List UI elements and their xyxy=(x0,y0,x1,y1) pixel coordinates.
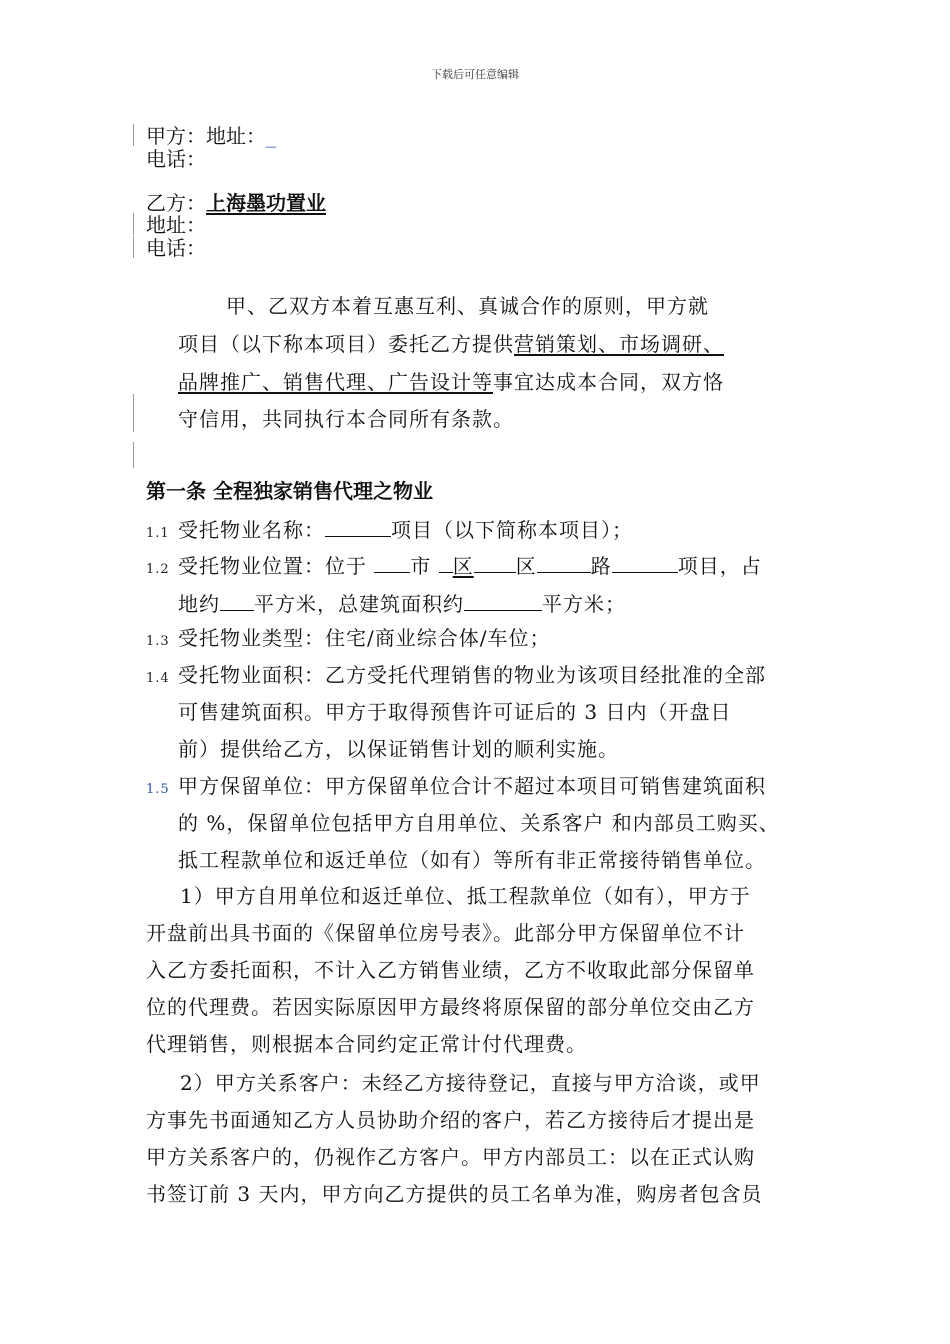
blank-field xyxy=(537,552,591,573)
item-1-3 xyxy=(146,626,550,654)
item-1-4-line-1: 受托物业面积：乙方受托代理销售的物业为该项目经批准的全部 xyxy=(178,663,766,687)
item-1-2-district: 区 xyxy=(452,554,474,578)
item-1-2-label: 受托物业位置：位于 xyxy=(178,554,375,578)
item-1-4-line-2: 可售建筑面积。甲方于取得预售许可证后的 3 日内（开盘日 xyxy=(178,700,732,724)
blank-field xyxy=(464,590,542,611)
para-2-line-1: 2）甲方关系客户：未经乙方接待登记，直接与甲方洽谈，或甲 xyxy=(180,1071,761,1095)
item-1-2-text: 项目，占 xyxy=(677,554,762,578)
intro-line-2 xyxy=(178,332,724,356)
margin-mark xyxy=(133,213,134,235)
para-2-line-2: 方事先书面通知乙方人员协助介绍的客户，若乙方接待后才提出是 xyxy=(146,1108,755,1132)
intro-line-3-text: 事宜达成本合同，双方恪 xyxy=(493,370,724,394)
para-2-line-4: 书签订前 3 天内，甲方向乙方提供的员工名单为准，购房者包含员 xyxy=(146,1182,763,1206)
margin-mark xyxy=(133,442,134,468)
margin-mark xyxy=(133,394,134,432)
item-number: 1.4 xyxy=(146,671,170,686)
blank-field xyxy=(612,552,678,573)
item-number: 1.2 xyxy=(146,562,170,577)
item-1-2-cont xyxy=(178,590,626,616)
item-1-2-city: 市 xyxy=(410,554,439,578)
item-1-5-line-1: 甲方保留单位：甲方保留单位合计不超过本项目可销售建筑面积 xyxy=(178,774,766,798)
party-a-address-line xyxy=(146,124,276,148)
item-1-4 xyxy=(146,663,766,691)
para-1-line-1: 1）甲方自用单位和返迁单位、抵工程款单位（如有），甲方于 xyxy=(180,884,751,908)
item-number: 1.5 xyxy=(146,782,170,797)
item-number: 1.1 xyxy=(146,526,170,541)
para-1-line-3: 入乙方委托面积，不计入乙方销售业绩，乙方不收取此部分保留单 xyxy=(146,958,755,982)
item-1-5 xyxy=(146,774,766,802)
party-a-address-mark: _ xyxy=(266,124,276,148)
para-2-line-3: 甲方关系客户的，仍视作乙方客户。甲方内部员工：以在正式认购 xyxy=(146,1145,755,1169)
intro-line-3 xyxy=(178,370,724,394)
item-1-2 xyxy=(146,552,762,582)
item-1-5-line-2: 的 %，保留单位包括甲方自用单位、关系客户 和内部员工购买、 xyxy=(178,811,780,835)
margin-mark xyxy=(133,236,134,258)
party-b-name: 上海墨功置业 xyxy=(206,191,326,215)
item-1-2-land: 地约 xyxy=(178,592,220,616)
para-1-line-4: 位的代理费。若因实际原因甲方最终将原保留的部分单位交由乙方 xyxy=(146,995,755,1019)
intro-services-underlined-2: 品牌推广、销售代理、广告设计等 xyxy=(178,370,493,394)
blank-field xyxy=(374,552,410,573)
header-note: 下载后可任意编辑 xyxy=(431,68,519,81)
intro-line-1: 甲、乙双方本着互惠互利、真诚合作的原则，甲方就 xyxy=(226,294,709,318)
para-1-line-2: 开盘前出具书面的《保留单位房号表》。此部分甲方保留单位不计 xyxy=(146,921,745,945)
intro-services-underlined: 营销策划、市场调研、 xyxy=(514,332,724,356)
party-a-address-label: 甲方：地址： xyxy=(146,124,266,148)
blank-field xyxy=(474,552,516,573)
item-1-2-road: 路 xyxy=(590,554,612,578)
intro-line-4: 守信用，共同执行本合同所有条款。 xyxy=(178,407,514,431)
item-1-4-line-3: 前）提供给乙方，以保证销售计划的顺利实施。 xyxy=(178,737,619,761)
article-1-title: 第一条 全程独家销售代理之物业 xyxy=(146,479,433,503)
item-1-2-unit: 平方米； xyxy=(542,592,626,616)
item-1-1-label: 受托物业名称： xyxy=(178,518,325,542)
blank-field xyxy=(439,552,453,573)
item-1-2-district-2: 区 xyxy=(515,554,537,578)
item-1-2-area: 平方米，总建筑面积约 xyxy=(254,592,464,616)
party-b-label: 乙方： xyxy=(146,191,206,215)
party-b-line xyxy=(146,191,326,215)
margin-mark xyxy=(133,124,134,146)
item-1-5-line-3: 抵工程款单位和返迁单位（如有）等所有非正常接待销售单位。 xyxy=(178,848,766,872)
item-1-1 xyxy=(146,516,633,546)
party-a-phone-label: 电话： xyxy=(146,147,206,171)
item-1-1-text: 项目（以下简称本项目）； xyxy=(391,518,633,542)
party-b-phone-label: 电话： xyxy=(146,236,206,260)
blank-field xyxy=(220,590,254,611)
party-b-address-label: 地址： xyxy=(146,213,206,237)
intro-line-2-text: 项目（以下称本项目）委托乙方提供 xyxy=(178,332,514,356)
item-number: 1.3 xyxy=(146,634,170,649)
para-1-line-5: 代理销售，则根据本合同约定正常计付代理费。 xyxy=(146,1032,587,1056)
blank-field xyxy=(325,516,391,537)
item-1-3-text: 受托物业类型：住宅/商业综合体/车位； xyxy=(178,626,551,650)
